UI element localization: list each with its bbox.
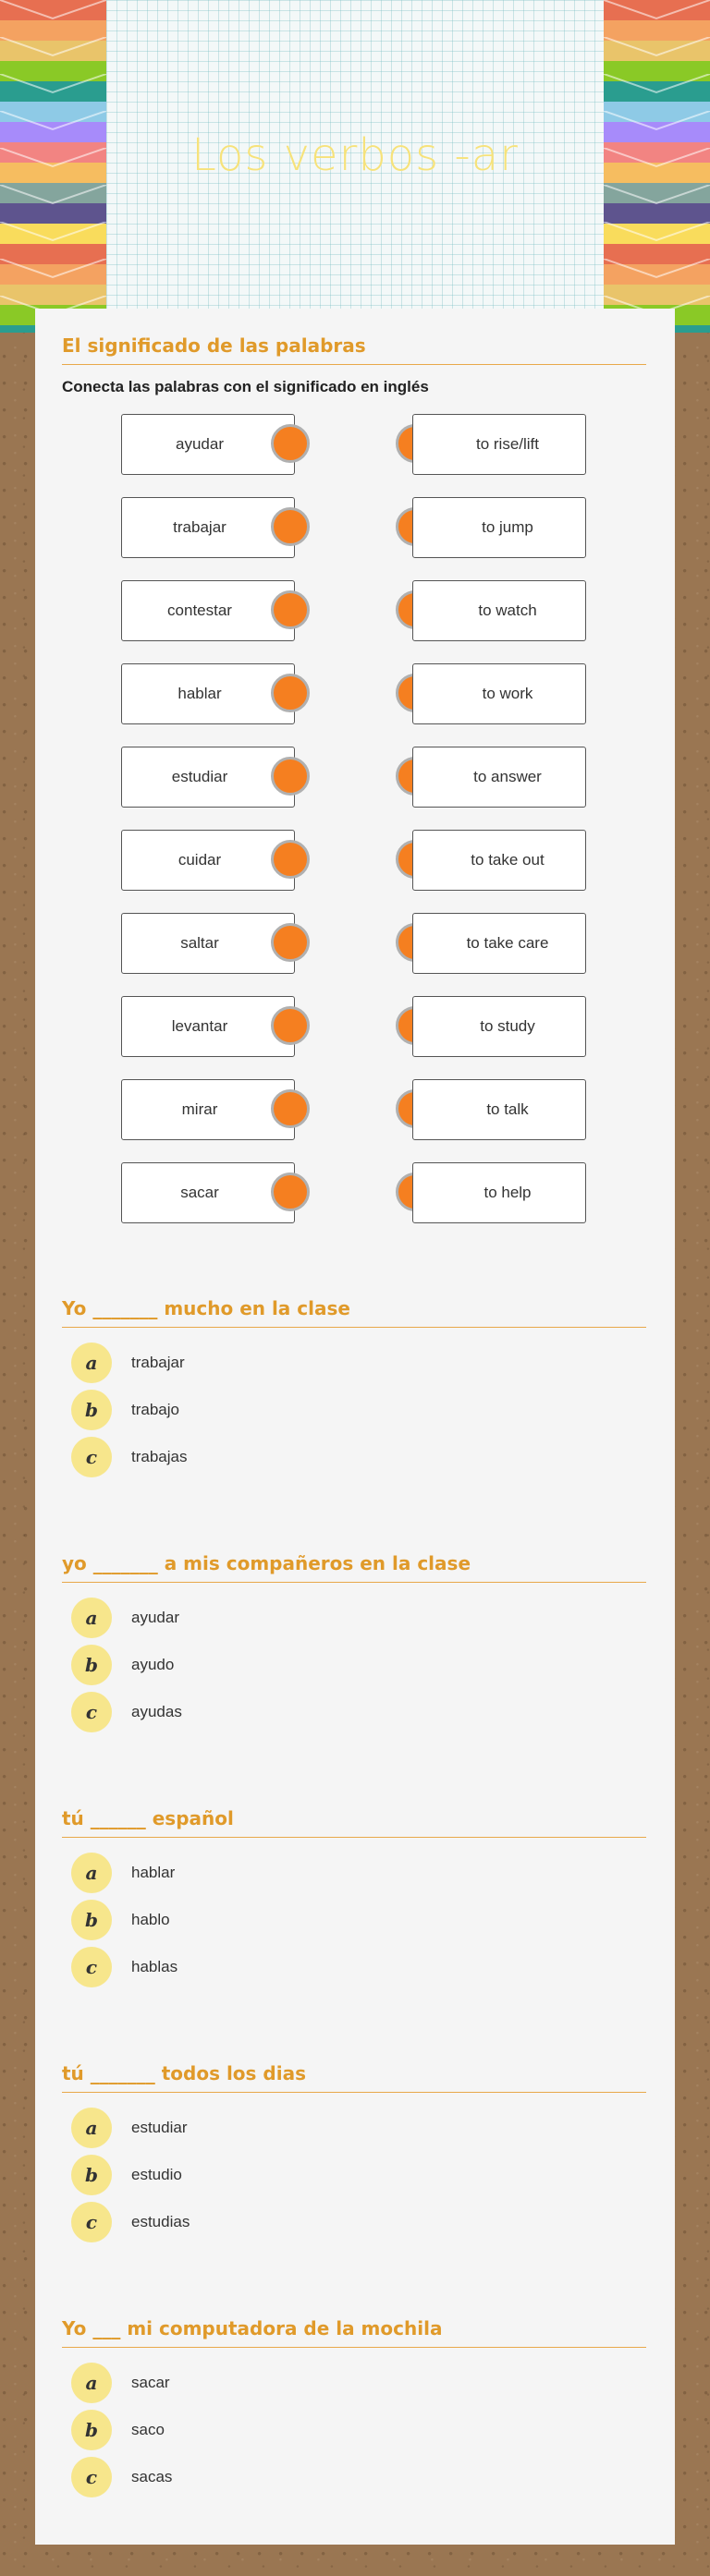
match-right-word[interactable]: to talk <box>412 1079 586 1140</box>
match-left-word[interactable]: ayudar <box>121 414 295 475</box>
option-text: estudio <box>131 2165 182 2183</box>
answer-option-b[interactable] <box>62 2151 646 2198</box>
answer-option-c[interactable] <box>62 1433 646 1480</box>
option-text: trabajas <box>131 1447 188 1465</box>
answer-options <box>62 1339 646 1480</box>
matching-title: El significado de las palabras <box>62 334 646 365</box>
question-5 <box>62 2317 646 2500</box>
match-row <box>121 830 588 894</box>
option-letter-badge: c <box>71 1437 112 1477</box>
option-letter-badge: a <box>71 2108 112 2148</box>
option-text: sacar <box>131 2373 170 2391</box>
option-letter-badge: b <box>71 1900 112 1940</box>
option-text: hablo <box>131 1910 170 1928</box>
match-left-word[interactable]: mirar <box>121 1079 295 1140</box>
chevron-pattern-right <box>604 0 710 333</box>
option-letter-badge: a <box>71 1853 112 1893</box>
match-right-word[interactable]: to rise/lift <box>412 414 586 475</box>
answer-option-c[interactable] <box>62 1688 646 1735</box>
answer-options <box>62 1594 646 1735</box>
matching-section <box>62 334 646 396</box>
option-text: trabajo <box>131 1400 179 1418</box>
question-3 <box>62 1807 646 1990</box>
question-1 <box>62 1297 646 1480</box>
answer-option-c[interactable] <box>62 1943 646 1990</box>
question-prompt: tú ______ español <box>62 1807 646 1838</box>
answer-option-b[interactable] <box>62 1896 646 1943</box>
question-prompt: Yo ___ mi computadora de la mochila <box>62 2317 646 2348</box>
match-row <box>121 663 588 728</box>
match-connector-left[interactable] <box>271 757 310 796</box>
option-text: hablar <box>131 1863 176 1881</box>
match-connector-left[interactable] <box>271 674 310 712</box>
match-left-word[interactable]: estudiar <box>121 747 295 808</box>
answer-option-b[interactable] <box>62 1386 646 1433</box>
match-row <box>121 580 588 645</box>
match-connector-left[interactable] <box>271 424 310 463</box>
option-text: ayudo <box>131 1655 175 1673</box>
option-text: saco <box>131 2420 165 2438</box>
match-row <box>121 1162 588 1227</box>
answer-option-a[interactable] <box>62 1339 646 1386</box>
option-text: estudias <box>131 2212 190 2230</box>
option-text: ayudar <box>131 1608 179 1626</box>
question-prompt: yo _______ a mis compañeros en la clase <box>62 1552 646 1583</box>
answer-option-a[interactable] <box>62 2359 646 2406</box>
question-prompt: tú _______ todos los dias <box>62 2062 646 2093</box>
question-4 <box>62 2062 646 2245</box>
option-letter-badge: a <box>71 1343 112 1383</box>
option-letter-badge: c <box>71 1947 112 1987</box>
question-2 <box>62 1552 646 1735</box>
match-left-word[interactable]: hablar <box>121 663 295 724</box>
option-text: trabajar <box>131 1353 185 1371</box>
match-connector-left[interactable] <box>271 1089 310 1128</box>
question-prompt: Yo _______ mucho en la clase <box>62 1297 646 1328</box>
worksheet-header <box>0 0 710 333</box>
chevron-pattern-left <box>0 0 106 333</box>
option-letter-badge: c <box>71 1692 112 1732</box>
option-text: sacas <box>131 2467 173 2485</box>
answer-option-c[interactable] <box>62 2453 646 2500</box>
answer-options <box>62 2104 646 2245</box>
page-title: Los verbos -ar <box>191 129 519 181</box>
option-letter-badge: c <box>71 2457 112 2497</box>
option-letter-badge: b <box>71 2410 112 2450</box>
match-left-word[interactable]: sacar <box>121 1162 295 1223</box>
option-letter-badge: c <box>71 2202 112 2242</box>
matching-instruction: Conecta las palabras con el significado en inglés <box>62 378 429 395</box>
match-right-word[interactable]: to study <box>412 996 586 1057</box>
match-left-word[interactable]: trabajar <box>121 497 295 558</box>
match-left-word[interactable]: contestar <box>121 580 295 641</box>
match-left-word[interactable]: levantar <box>121 996 295 1057</box>
option-text: ayudas <box>131 1702 182 1720</box>
option-letter-badge: b <box>71 2155 112 2195</box>
answer-option-a[interactable] <box>62 1849 646 1896</box>
match-connector-left[interactable] <box>271 590 310 629</box>
match-connector-left[interactable] <box>271 1006 310 1045</box>
answer-options <box>62 2359 646 2500</box>
answer-option-c[interactable] <box>62 2198 646 2245</box>
match-row <box>121 913 588 978</box>
option-text: estudiar <box>131 2118 188 2136</box>
option-letter-badge: a <box>71 1598 112 1638</box>
answer-option-a[interactable] <box>62 1594 646 1641</box>
option-letter-badge: b <box>71 1645 112 1685</box>
match-left-word[interactable]: saltar <box>121 913 295 974</box>
answer-options <box>62 1849 646 1990</box>
match-connector-left[interactable] <box>271 840 310 879</box>
option-text: hablas <box>131 1957 178 1975</box>
answer-option-a[interactable] <box>62 2104 646 2151</box>
match-row <box>121 1079 588 1144</box>
match-row <box>121 996 588 1061</box>
match-right-word[interactable]: to jump <box>412 497 586 558</box>
match-row <box>121 497 588 562</box>
match-right-word[interactable]: to take out <box>412 830 586 891</box>
match-row <box>121 747 588 811</box>
match-connector-left[interactable] <box>271 507 310 546</box>
match-right-word[interactable]: to take care <box>412 913 586 974</box>
match-right-word[interactable]: to answer <box>412 747 586 808</box>
option-letter-badge: a <box>71 2363 112 2403</box>
match-connector-left[interactable] <box>271 1173 310 1211</box>
match-left-word[interactable]: cuidar <box>121 830 295 891</box>
match-connector-left[interactable] <box>271 923 310 962</box>
worksheet-card <box>35 309 675 2545</box>
match-right-word[interactable]: to watch <box>412 580 586 641</box>
answer-option-b[interactable] <box>62 1641 646 1688</box>
match-right-word[interactable]: to help <box>412 1162 586 1223</box>
option-letter-badge: b <box>71 1390 112 1430</box>
match-right-word[interactable]: to work <box>412 663 586 724</box>
match-row <box>121 414 588 479</box>
answer-option-b[interactable] <box>62 2406 646 2453</box>
